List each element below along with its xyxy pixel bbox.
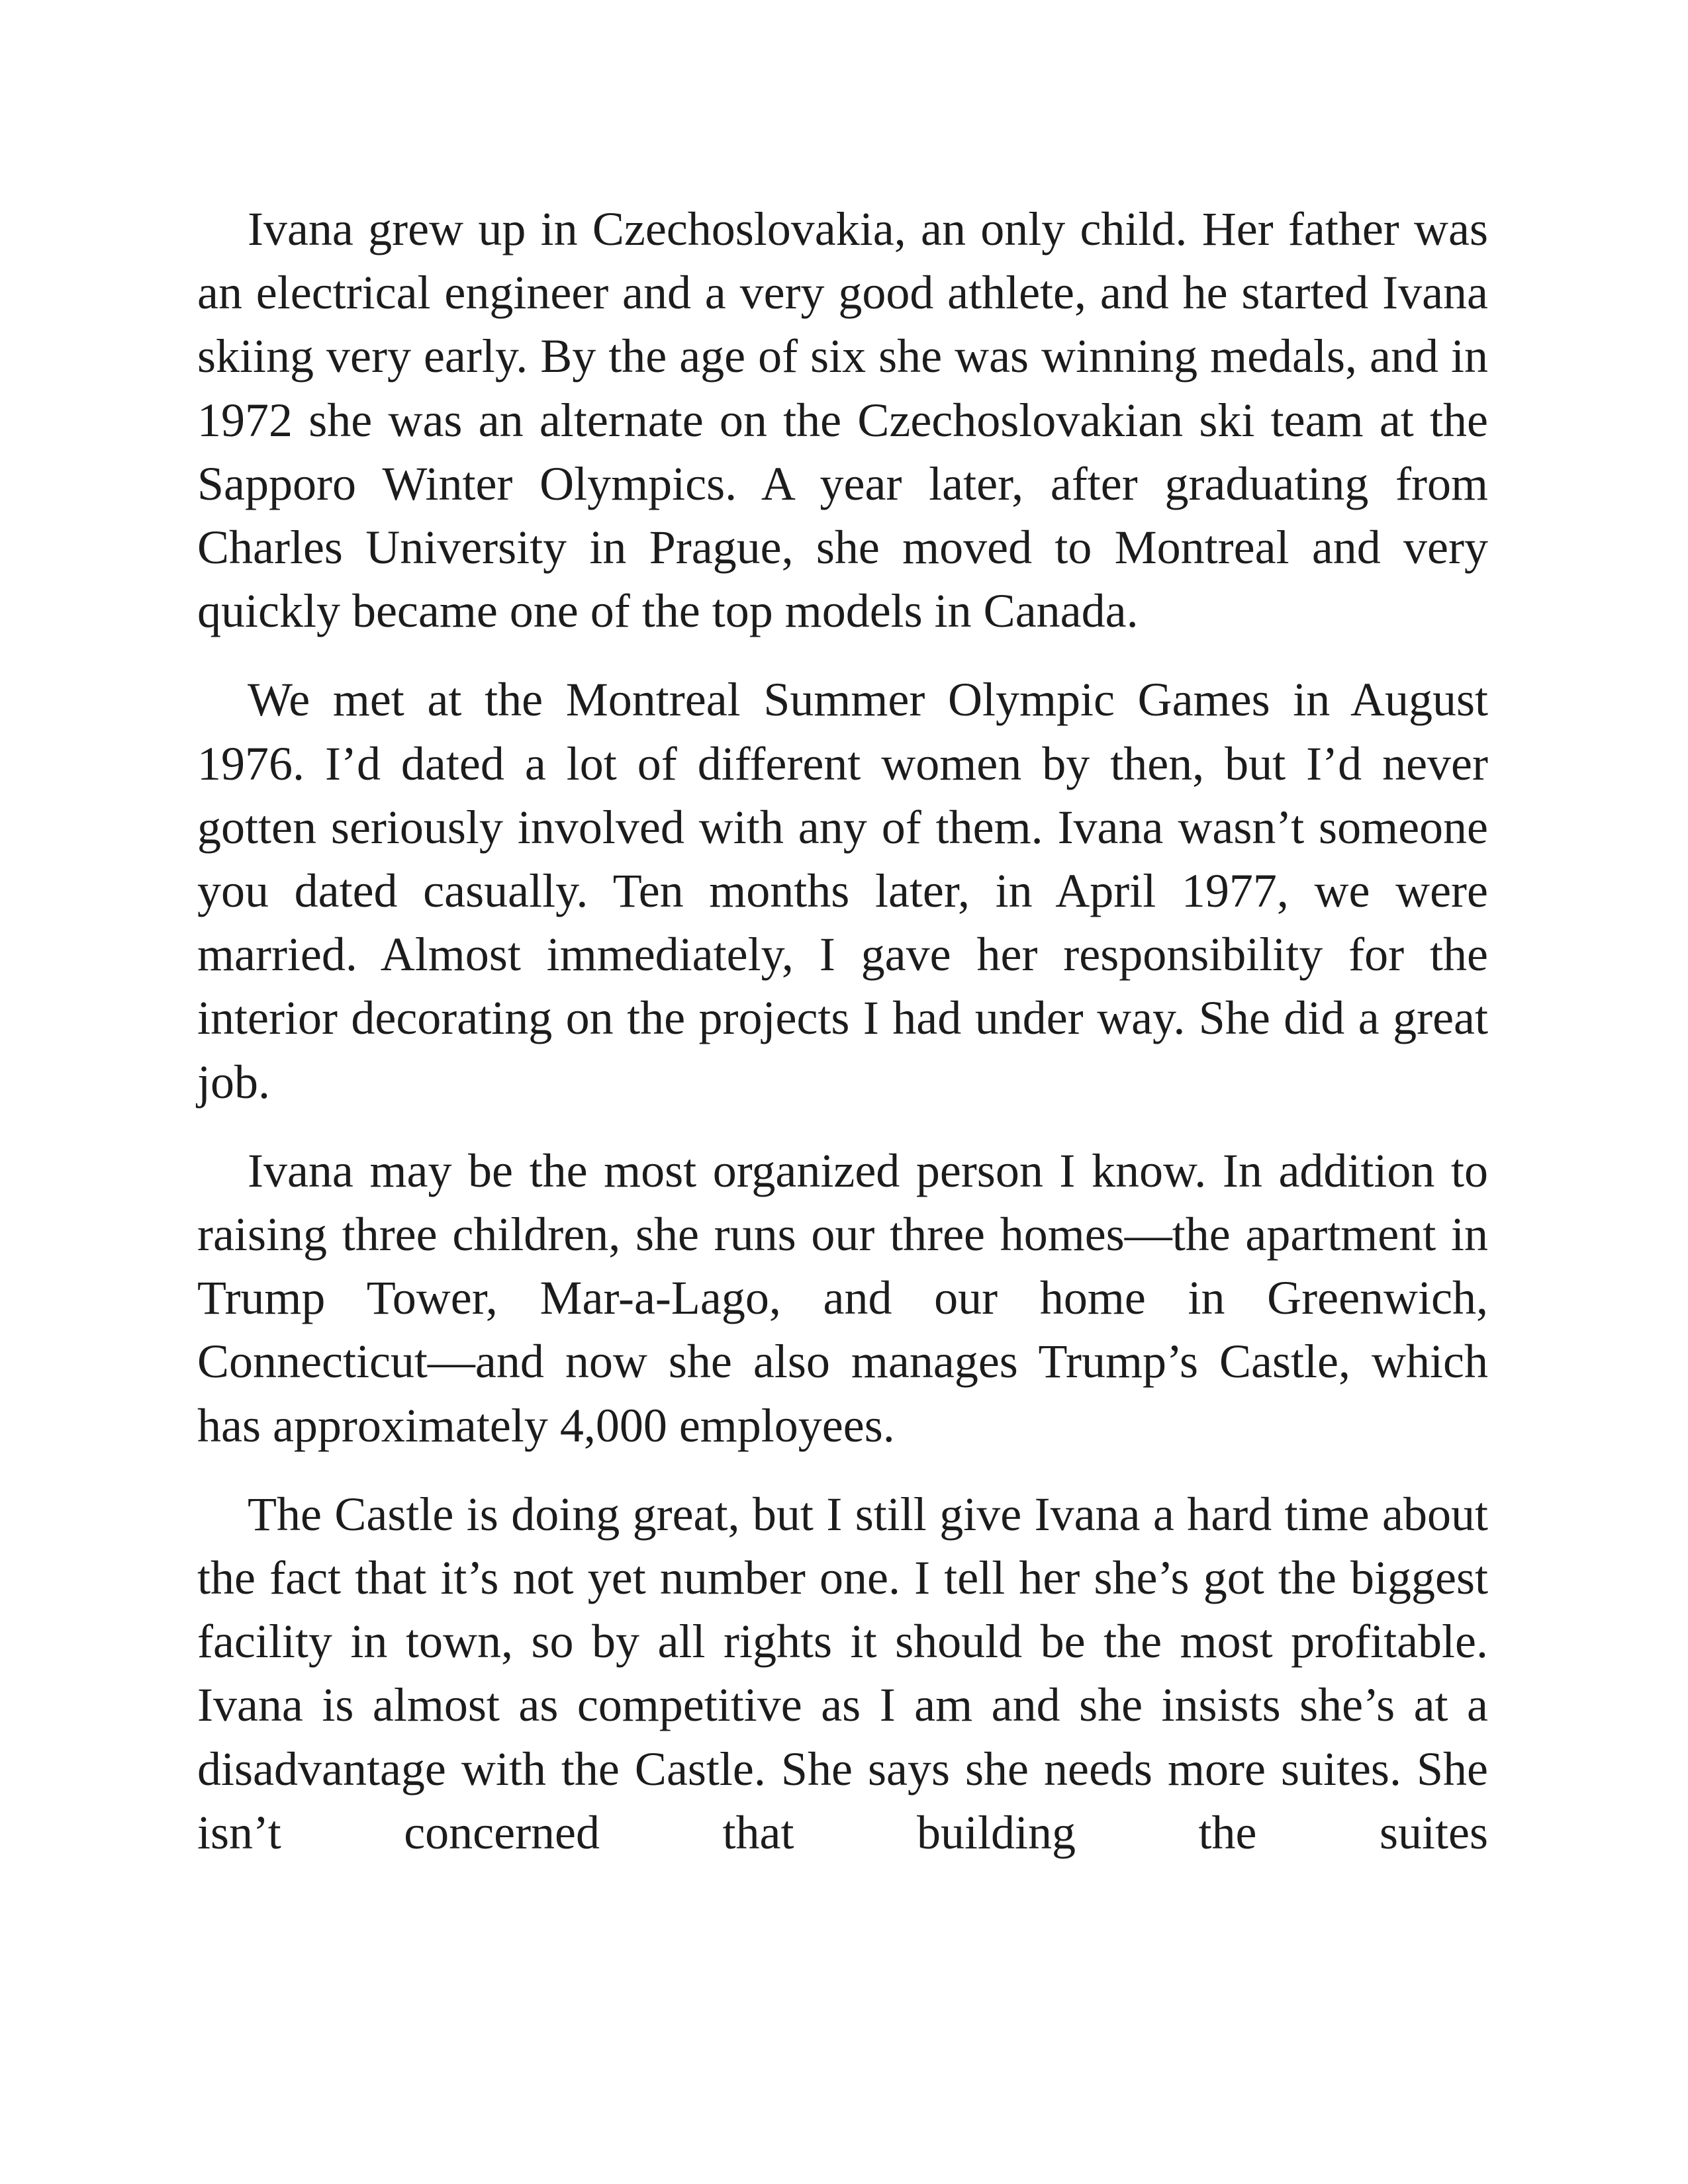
- paragraph-how-we-met: We met at the Montreal Summer Olympic Games in August 1976. I’d dated a lot of different women by then, but I’d never gotten seriously involved with any of them. Ivana wasn’t someone you dated casually. Ten months later, in April 1977, we were married. Almost immediately, I gave her responsibility for the interior decorating on the projects I had under way. She did a great job.: [197, 673, 1488, 1109]
- paragraph-ivana-background: Ivana grew up in Czechoslovakia, an only child. Her father was an electrical engineer and a very good athlete, and he started Ivana skiing very early. By the age of six she was winning medals, and in 1972 she was an alternate on the Czechoslovakian ski team at the Sapporo Winter Olympics. A year later, after graduating from Charles University in Prague, she moved to Montreal and very quickly became one of the top models in Canada.: [197, 203, 1488, 638]
- paragraph-castle: The Castle is doing great, but I still give Ivana a hard time about the fact that it’s not yet number one. I tell her she’s got the biggest facility in town, so by all rights it should be the most profitable. Ivana is almost as competitive as I am and she insists she’s at a disadvantage with the Castle. She says she needs more suites. She isn’t concerned that building the suites: [197, 1487, 1488, 1859]
- page-body: [197, 197, 1488, 1864]
- paragraph-organized: Ivana may be the most organized person I know. In addition to raising three children, she runs our three homes—the apartment in Trump Tower, Mar-a-Lago, and our home in Greenwich, Connecticut—and now she also manages Trump’s Castle, which has approximately 4,000 employees.: [197, 1144, 1488, 1452]
